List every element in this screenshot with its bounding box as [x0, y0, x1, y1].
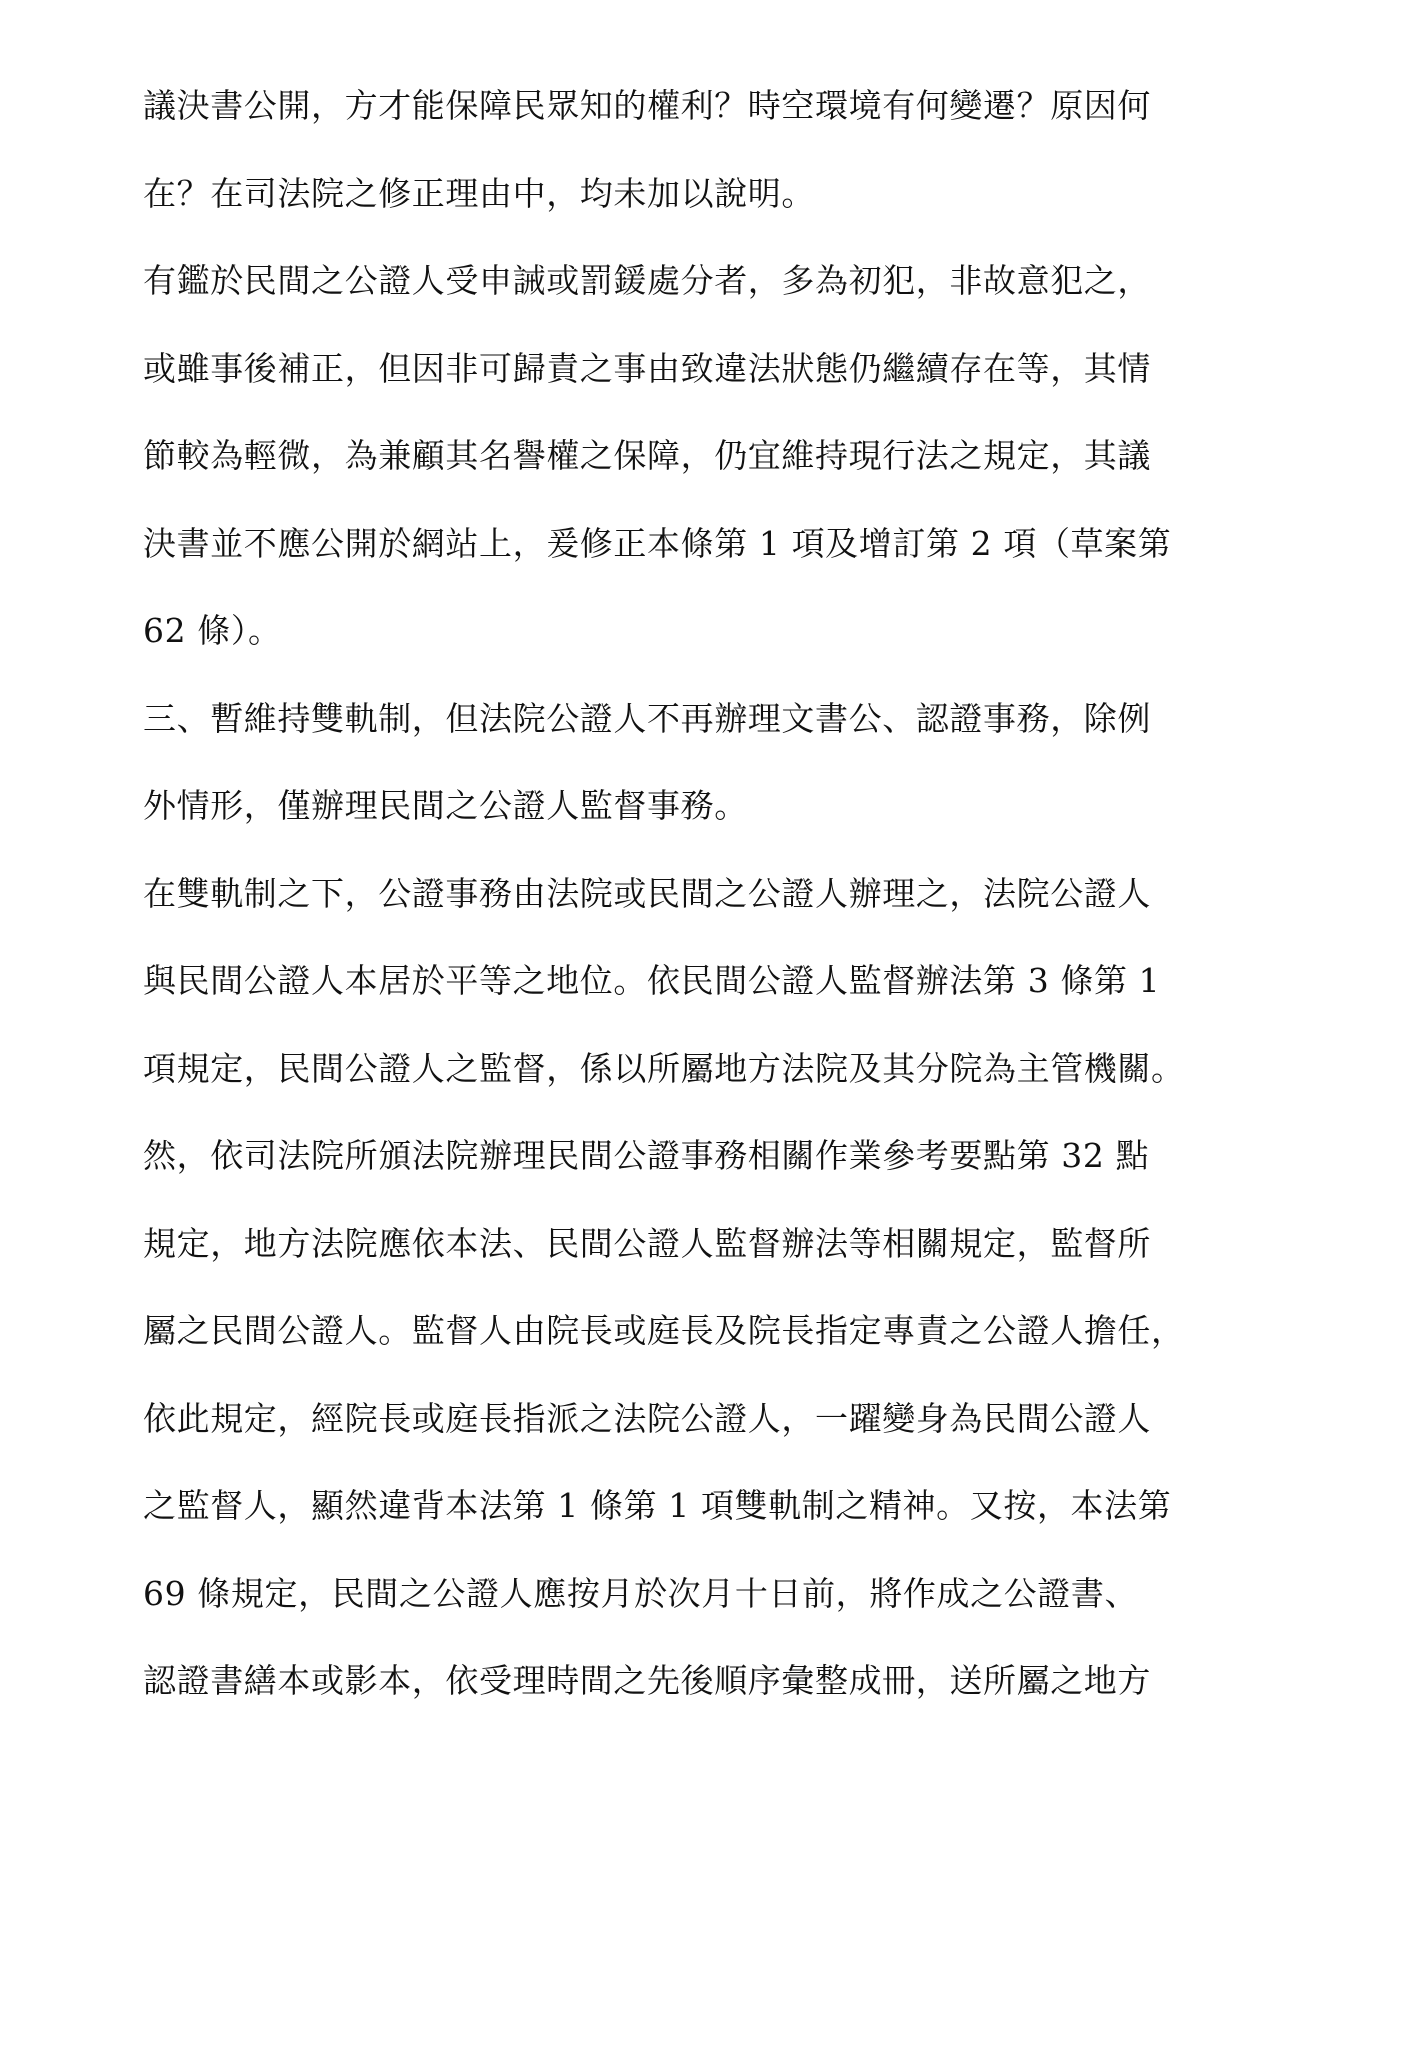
text-line: 三、暫維持雙軌制，但法院公證人不再辦理文書公、認證事務，除例	[143, 698, 1151, 738]
text-line: 然，依司法院所頒法院辦理民間公證事務相關作業參考要點第 32 點	[143, 1136, 1150, 1175]
document-body	[143, 62, 1303, 1725]
text-line: 規定，地方法院應依本法、民間公證人監督辦法等相關規定，監督所	[143, 1223, 1151, 1263]
text-line: 屬之民間公證人。監督人由院長或庭長及院長指定專責之公證人擔任，	[143, 1311, 1185, 1350]
text-line: 之監督人，顯然違背本法第 1 條第 1 項雙軌制之精神。又按，本法第	[143, 1486, 1172, 1525]
text-line: 62 條）。	[143, 611, 282, 650]
text-line: 在雙軌制之下，公證事務由法院或民間之公證人辦理之，法院公證人	[143, 873, 1151, 913]
text-line: 節較為輕微，為兼顧其名譽權之保障，仍宜維持現行法之規定，其議	[143, 436, 1151, 475]
text-line: 或雖事後補正，但因非可歸責之事由致違法狀態仍繼續存在等，其情	[143, 348, 1151, 388]
text-line: 與民間公證人本居於平等之地位。依民間公證人監督辦法第 3 條第 1	[143, 961, 1161, 1000]
text-line: 認證書繕本或影本，依受理時間之先後順序彙整成冊，送所屬之地方	[143, 1661, 1151, 1700]
text-line: 有鑑於民間之公證人受申誡或罰鍰處分者，多為初犯，非故意犯之，	[143, 261, 1151, 300]
text-line: 項規定，民間公證人之監督，係以所屬地方法院及其分院為主管機關。	[143, 1048, 1185, 1088]
text-line: 在？在司法院之修正理由中，均未加以說明。	[143, 173, 815, 213]
text-line: 外情形，僅辦理民間之公證人監督事務。	[143, 786, 748, 825]
text-line: 依此規定，經院長或庭長指派之法院公證人，一躍變身為民間公證人	[143, 1398, 1151, 1438]
text-line: 決書並不應公開於網站上，爰修正本條第 1 項及增訂第 2 項（草案第	[143, 523, 1172, 563]
text-line: 議決書公開，方才能保障民眾知的權利？時空環境有何變遷？原因何	[143, 86, 1151, 125]
text-line: 69 條規定，民間之公證人應按月於次月十日前，將作成之公證書、	[143, 1573, 1139, 1613]
